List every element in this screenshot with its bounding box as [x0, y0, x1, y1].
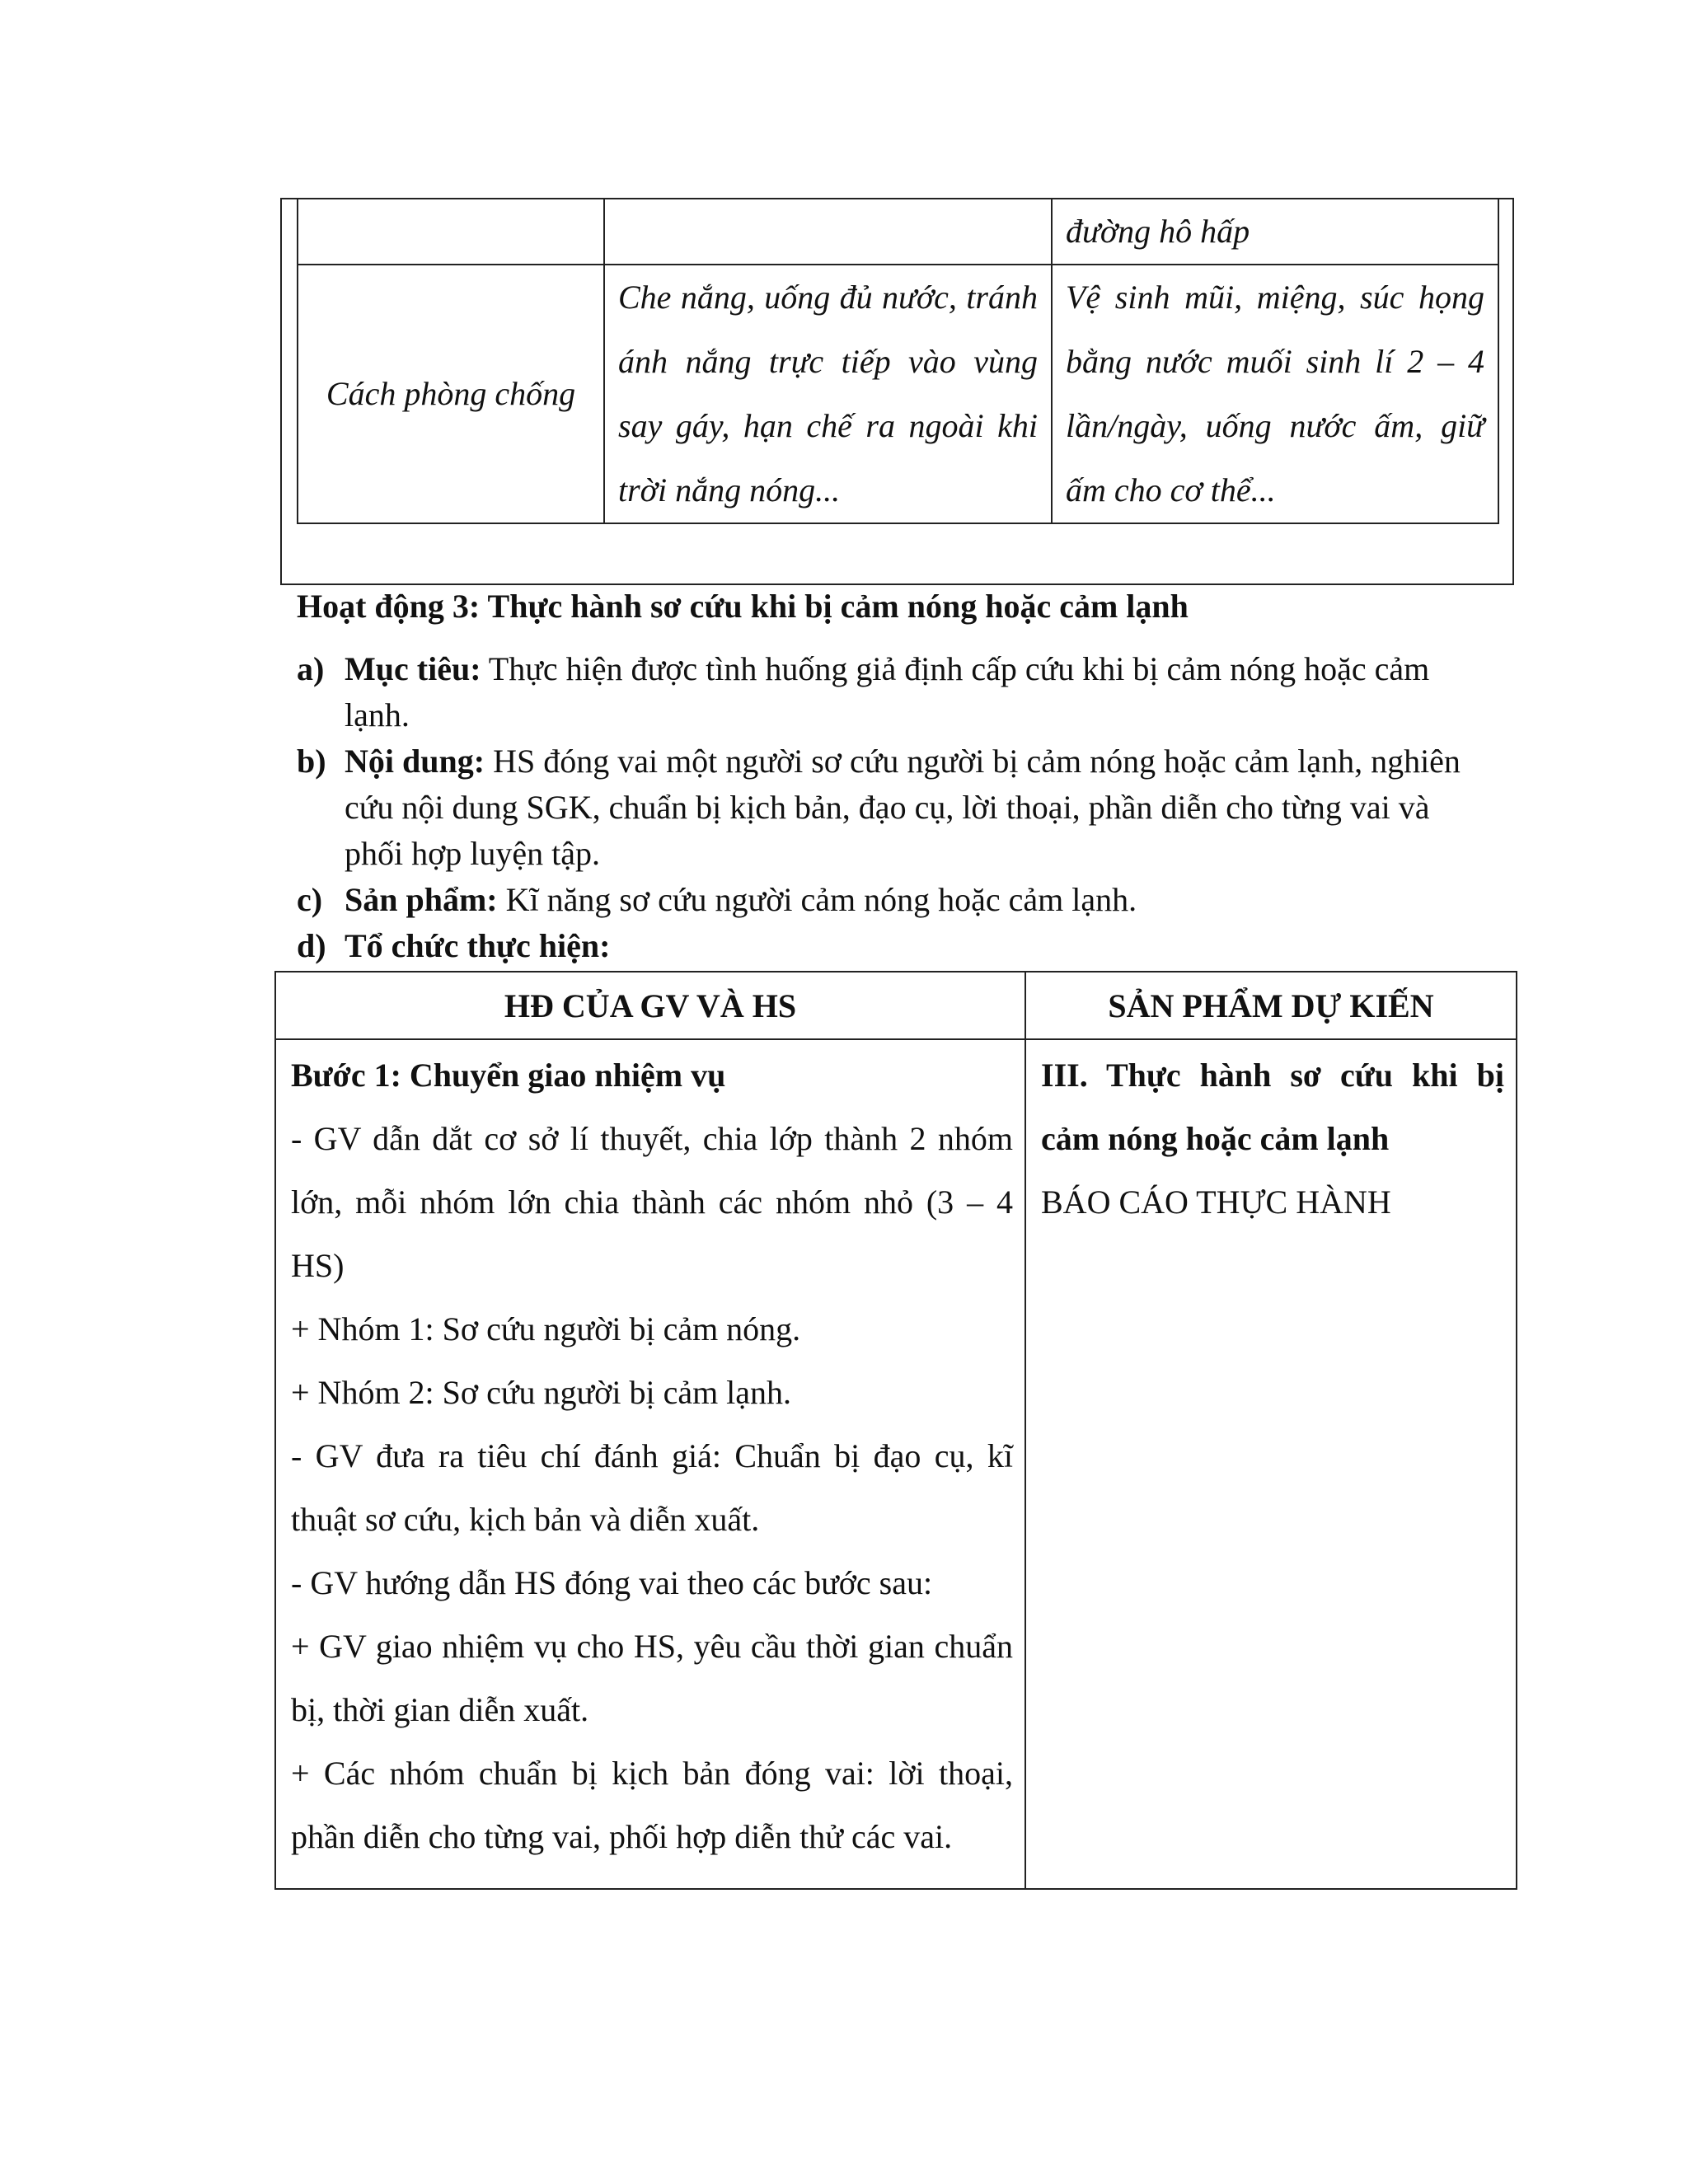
table-cell — [604, 199, 1052, 265]
step-line: + Các nhóm chuẩn bị kịch bản đóng vai: lời thoại, phần diễn cho từng vai, phối hợp diễn thử các vai. — [291, 1755, 1013, 1855]
activity-heading: Hoạt động 3: Thực hành sơ cứu khi bị cảm nóng hoặc cảm lạnh — [297, 588, 1189, 625]
table-row — [298, 199, 1498, 265]
step-line: + Nhóm 2: Sơ cứu người bị cảm lạnh. — [291, 1374, 792, 1411]
table-header-row — [275, 972, 1517, 1039]
list-marker: c) — [297, 881, 323, 918]
step-title: Bước 1: Chuyển giao nhiệm vụ — [291, 1057, 726, 1094]
table-row — [275, 1039, 1517, 1889]
item-label: Nội dung: — [345, 743, 485, 780]
table-cell: Vệ sinh mũi, miệng, súc họng bằng nước muối sinh lí 2 – 4 lần/ngày, uống nước ấm, giữ ấm cho cơ thể... — [1052, 265, 1498, 523]
list-item — [297, 646, 1467, 738]
prevention-table — [297, 198, 1499, 524]
list-marker: a) — [297, 650, 325, 687]
list-marker: b) — [297, 743, 326, 780]
step-line: - GV dẫn dắt cơ sở lí thuyết, chia lớp thành 2 nhóm lớn, mỗi nhóm lớn chia thành các nhóm nhỏ (3 – 4 HS) — [291, 1120, 1013, 1284]
activity-steps-cell — [275, 1039, 1025, 1889]
list-item — [297, 877, 1467, 923]
table-row — [298, 265, 1498, 523]
item-text: Thực hiện được tình huống giả định cấp cứu khi bị cảm nóng hoặc cảm lạnh. — [345, 650, 1430, 733]
item-label: Tổ chức thực hiện: — [345, 927, 611, 964]
item-label: Mục tiêu: — [345, 650, 481, 687]
product-title: III. Thực hành sơ cứu khi bị cảm nóng hoặc cảm lạnh — [1041, 1057, 1504, 1157]
list-item — [297, 738, 1467, 877]
table-cell: đường hô hấp — [1052, 199, 1498, 265]
product-text: BÁO CÁO THỰC HÀNH — [1041, 1183, 1391, 1221]
item-label: Sản phẩm: — [345, 881, 498, 918]
item-text: HS đóng vai một người sơ cứu người bị cảm nóng hoặc cảm lạnh, nghiên cứu nội dung SGK, chuẩn bị kịch bản, đạo cụ, lời thoại, phần diễn cho từng vai và phối hợp luyện tập. — [345, 743, 1461, 872]
step-line: + Nhóm 1: Sơ cứu người bị cảm nóng. — [291, 1310, 801, 1347]
table-cell — [298, 199, 604, 265]
list-marker: d) — [297, 927, 326, 964]
expected-product-cell — [1025, 1039, 1517, 1889]
activity-table — [274, 971, 1517, 1890]
column-header: HĐ CỦA GV VÀ HS — [275, 972, 1025, 1039]
step-line: - GV hướng dẫn HS đóng vai theo các bước sau: — [291, 1564, 933, 1601]
table-cell: Che nắng, uống đủ nước, tránh ánh nắng trực tiếp vào vùng say gáy, hạn chế ra ngoài khi trời nắng nóng... — [604, 265, 1052, 523]
step-line: - GV đưa ra tiêu chí đánh giá: Chuẩn bị đạo cụ, kĩ thuật sơ cứu, kịch bản và diễn xuất. — [291, 1437, 1013, 1538]
list-item — [297, 923, 1467, 969]
item-text: Kĩ năng sơ cứu người cảm nóng hoặc cảm lạnh. — [497, 881, 1137, 918]
row-label: Cách phòng chống — [298, 265, 604, 523]
step-line: + GV giao nhiệm vụ cho HS, yêu cầu thời gian chuẩn bị, thời gian diễn xuất. — [291, 1628, 1013, 1728]
column-header: SẢN PHẨM DỰ KIẾN — [1025, 972, 1517, 1039]
